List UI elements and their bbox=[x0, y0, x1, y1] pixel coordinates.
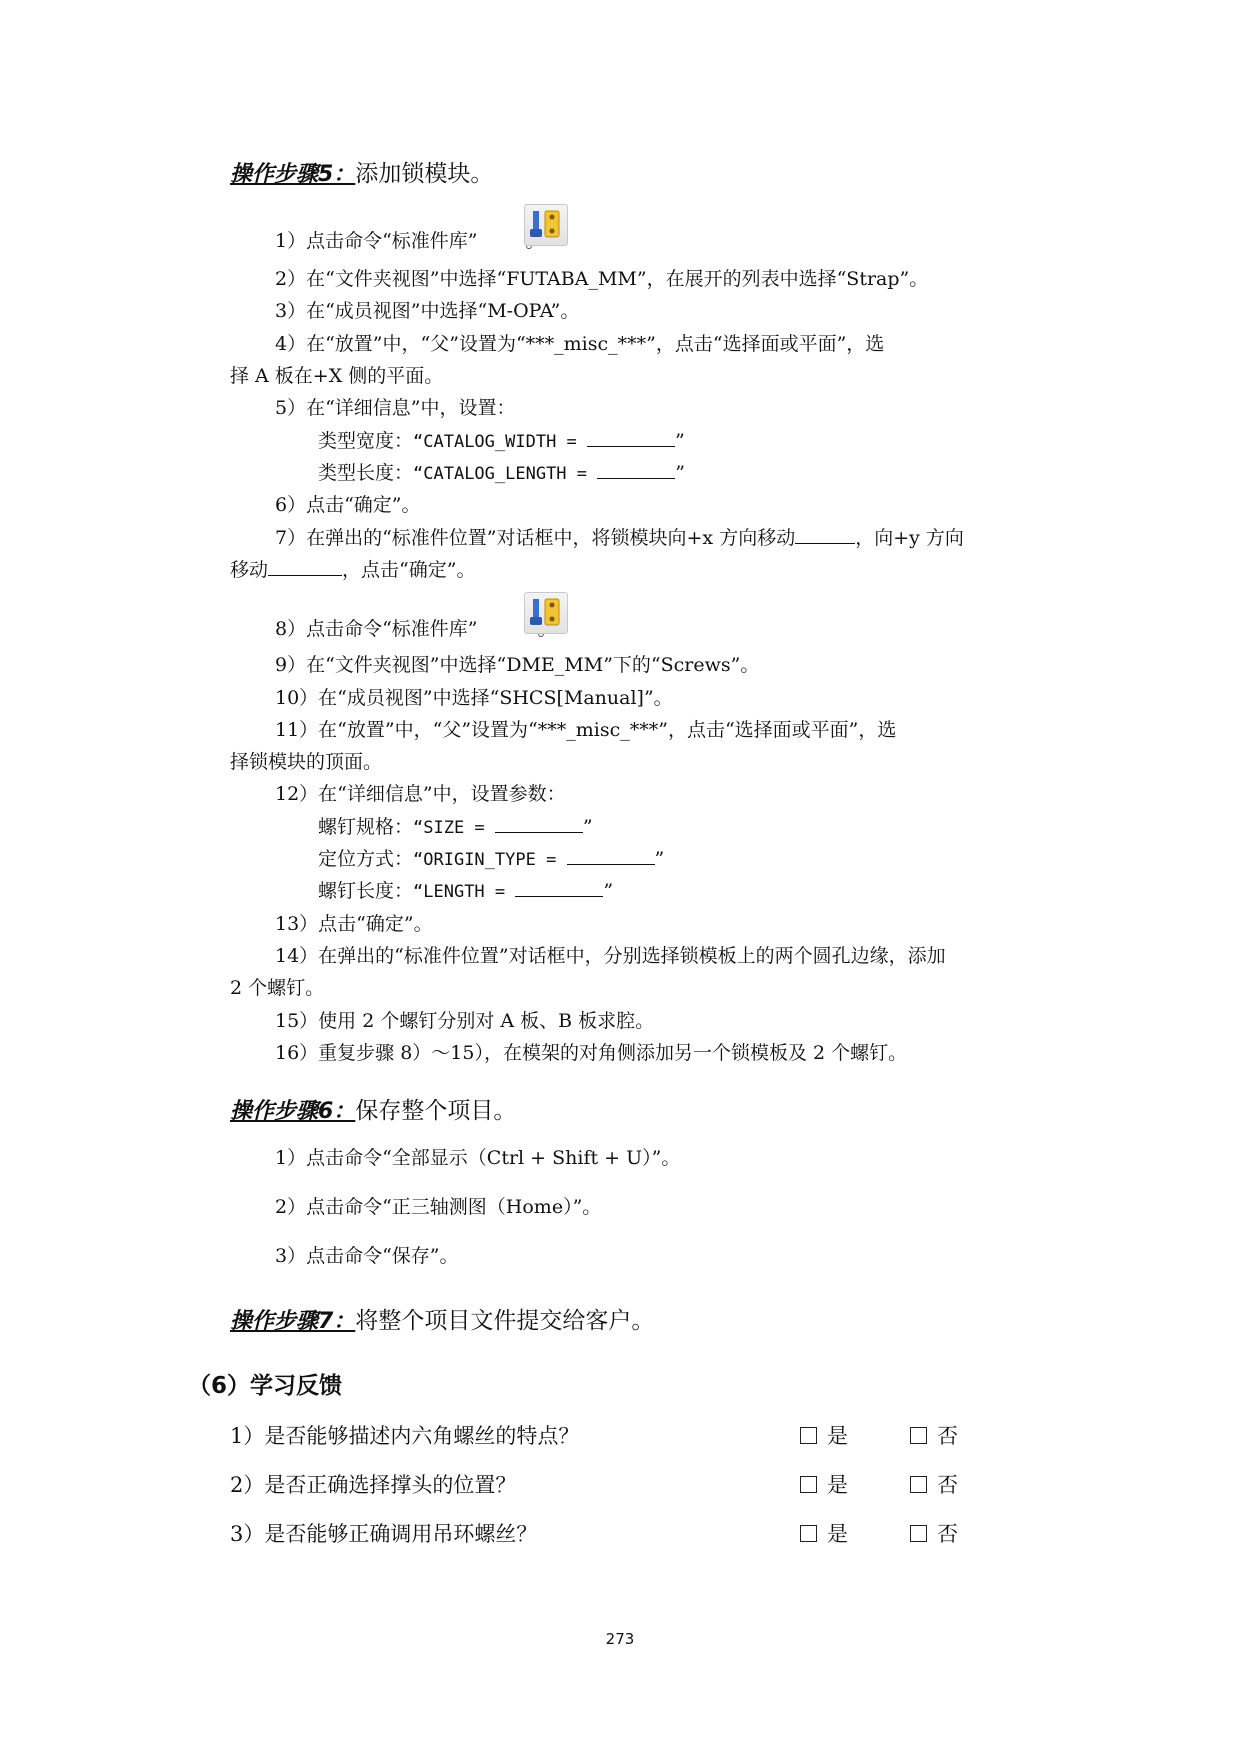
size-param: “SIZE = bbox=[413, 818, 495, 838]
feedback-q3-yes-option[interactable] bbox=[800, 1520, 848, 1548]
step5-item-16: 16）重复步骤 8）～15），在模架的对角侧添加另一个锁模板及 2 个螺钉。 bbox=[275, 1042, 908, 1064]
q2-yes-label: 是 bbox=[827, 1473, 848, 1497]
standard-part-library-icon-2-graphic bbox=[525, 593, 567, 633]
step5-label: 操作步骤5： bbox=[230, 162, 356, 187]
catalog-length-row bbox=[318, 460, 685, 487]
step5-item-7-line1 bbox=[275, 525, 964, 551]
standard-part-library-icon-2[interactable] bbox=[524, 592, 568, 634]
step5-item-6: 6）点击“确定”。 bbox=[275, 494, 421, 516]
feedback-q2-no-option[interactable] bbox=[910, 1471, 958, 1499]
step5-item-14-line1: 14）在弹出的“标准件位置”对话框中，分别选择锁模板上的两个圆孔边缘，添加 bbox=[275, 945, 946, 967]
q2-yes-checkbox[interactable] bbox=[800, 1476, 817, 1493]
step5-item-7-text-d: ，点击“确定”。 bbox=[342, 559, 476, 581]
size-blank[interactable] bbox=[495, 814, 583, 833]
step5-item-5: 5）在“详细信息”中，设置： bbox=[275, 397, 516, 419]
q3-yes-label: 是 bbox=[827, 1522, 848, 1546]
step7-title: 将整个项目文件提交给客户。 bbox=[355, 1308, 655, 1334]
step5-item-11-line1: 11）在“放置”中，“父”设置为“***_misc_***”，点击“选择面或平面”，选 bbox=[275, 719, 897, 741]
size-close: ” bbox=[582, 816, 593, 838]
step5-item-7-text-a: 7）在弹出的“标准件位置”对话框中，将锁模块向+x 方向移动 bbox=[275, 527, 796, 549]
q1-no-label: 否 bbox=[937, 1424, 958, 1448]
step5-item-3: 3）在“成员视图”中选择“M-OPA”。 bbox=[275, 300, 580, 322]
standard-part-library-icon-graphic bbox=[525, 205, 567, 245]
step6-item-2: 2）点击命令“正三轴测图（Home）”。 bbox=[275, 1196, 602, 1218]
origin-type-close: ” bbox=[654, 848, 665, 870]
q2-no-checkbox[interactable] bbox=[910, 1476, 927, 1493]
feedback-q2-yes-option[interactable] bbox=[800, 1471, 848, 1499]
feedback-question-1: 1）是否能够描述内六角螺丝的特点？ bbox=[230, 1424, 580, 1448]
step6-item-3: 3）点击命令“保存”。 bbox=[275, 1245, 459, 1267]
feedback-q3-no-option[interactable] bbox=[910, 1520, 958, 1548]
catalog-length-blank[interactable] bbox=[597, 460, 675, 479]
step5-item-1-text: 1）点击命令“标准件库” bbox=[275, 230, 478, 252]
catalog-width-close: ” bbox=[675, 430, 685, 452]
step5-item-4-line2: 择 A 板在+X 侧的平面。 bbox=[230, 365, 444, 387]
length-blank[interactable] bbox=[515, 878, 603, 897]
step5-item-9: 9）在“文件夹视图”中选择“DME_MM”下的“Screws”。 bbox=[275, 654, 760, 676]
q2-no-label: 否 bbox=[937, 1473, 958, 1497]
origin-type-label: 定位方式： bbox=[318, 848, 414, 870]
q1-yes-label: 是 bbox=[827, 1424, 848, 1448]
step5-item-12: 12）在“详细信息”中，设置参数： bbox=[275, 783, 566, 805]
step5-item-1 bbox=[275, 228, 545, 254]
length-param: “LENGTH = bbox=[413, 882, 516, 902]
size-label: 螺钉规格： bbox=[318, 816, 414, 838]
step5-heading bbox=[230, 158, 493, 191]
q3-no-label: 否 bbox=[937, 1522, 958, 1546]
step6-item-1: 1）点击命令“全部显示（Ctrl + Shift + U）”。 bbox=[275, 1147, 681, 1169]
step7-label: 操作步骤7： bbox=[230, 1309, 356, 1334]
step5-item-8-text: 8）点击命令“标准件库” bbox=[275, 618, 478, 640]
length-label: 螺钉长度： bbox=[318, 880, 414, 902]
step5-item-15: 15）使用 2 个螺钉分别对 A 板、B 板求腔。 bbox=[275, 1010, 655, 1032]
q3-yes-checkbox[interactable] bbox=[800, 1525, 817, 1542]
catalog-length-label: 类型长度： bbox=[318, 462, 414, 484]
step5-item-10: 10）在“成员视图”中选择“SHCS[Manual]”。 bbox=[275, 687, 673, 709]
step5-item-8 bbox=[275, 616, 557, 642]
step6-heading bbox=[230, 1095, 516, 1128]
page-number: 273 bbox=[605, 1630, 635, 1648]
feedback-question-2: 2）是否正确选择撑头的位置？ bbox=[230, 1473, 517, 1497]
catalog-length-param: “CATALOG_LENGTH = bbox=[413, 464, 598, 484]
step5-item-2: 2）在“文件夹视图”中选择“FUTABA_MM”，在展开的列表中选择“Strap”。 bbox=[275, 268, 929, 290]
step6-title: 保存整个项目。 bbox=[355, 1098, 517, 1124]
length-row bbox=[318, 878, 613, 905]
step5-title: 添加锁模块。 bbox=[355, 161, 494, 187]
step5-item-13: 13）点击“确定”。 bbox=[275, 913, 433, 935]
origin-type-row bbox=[318, 846, 664, 873]
step5-item-7-text-b: ，向+y 方向 bbox=[855, 527, 964, 549]
move-y-blank[interactable] bbox=[268, 557, 342, 576]
origin-type-param: “ORIGIN_TYPE = bbox=[413, 850, 567, 870]
catalog-width-label: 类型宽度： bbox=[318, 430, 414, 452]
q3-no-checkbox[interactable] bbox=[910, 1525, 927, 1542]
feedback-q1-yes-option[interactable] bbox=[800, 1422, 848, 1450]
step5-item-7-line2 bbox=[230, 557, 475, 583]
step5-item-14-line2: 2 个螺钉。 bbox=[230, 977, 325, 999]
q1-yes-checkbox[interactable] bbox=[800, 1427, 817, 1444]
move-x-blank[interactable] bbox=[795, 525, 855, 544]
step5-item-7-text-c: 移动 bbox=[230, 559, 269, 581]
origin-type-blank[interactable] bbox=[567, 846, 655, 865]
catalog-width-param: “CATALOG_WIDTH = bbox=[413, 432, 588, 452]
step5-item-4-line1: 4）在“放置”中，“父”设置为“***_misc_***”，点击“选择面或平面”，选 bbox=[275, 333, 885, 355]
step7-heading bbox=[230, 1305, 654, 1338]
size-row bbox=[318, 814, 593, 841]
step6-label: 操作步骤6： bbox=[230, 1099, 356, 1124]
feedback-question-3: 3）是否能够正确调用吊环螺丝？ bbox=[230, 1522, 538, 1546]
feedback-q1-no-option[interactable] bbox=[910, 1422, 958, 1450]
catalog-length-close: ” bbox=[675, 462, 685, 484]
q1-no-checkbox[interactable] bbox=[910, 1427, 927, 1444]
feedback-title: （6）学习反馈 bbox=[188, 1373, 343, 1399]
step5-item-11-line2: 择锁模块的顶面。 bbox=[230, 751, 383, 773]
length-close: ” bbox=[603, 880, 614, 902]
standard-part-library-icon[interactable] bbox=[524, 204, 568, 246]
catalog-width-row bbox=[318, 428, 685, 455]
catalog-width-blank[interactable] bbox=[587, 428, 675, 447]
